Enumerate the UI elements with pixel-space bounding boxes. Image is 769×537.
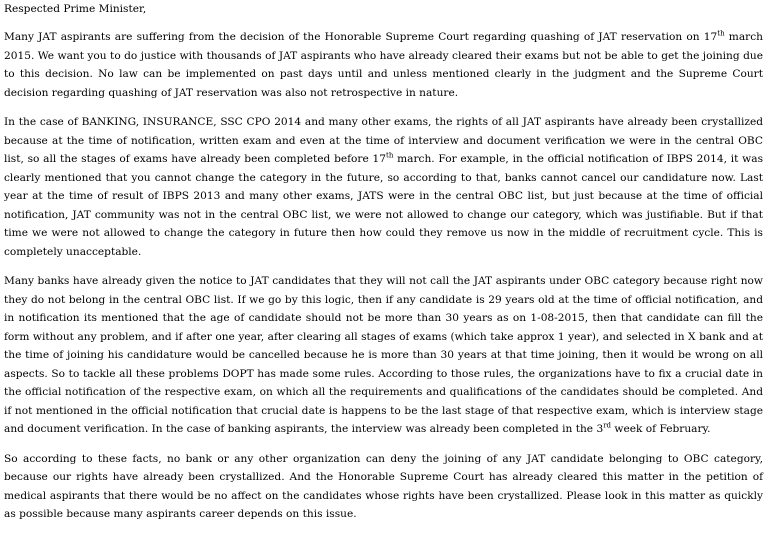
paragraph-1-part-b: march 2015. We want you to do justice with thousands of JAT aspirants who have already cleared their exams but not be able to get the joining due to this decision. No law can be implemented on past days until and unless mentioned clearly in the judgment and the Supreme Court decision regarding quashing of JAT reservation was also not retrospective in nature.	[4, 31, 763, 99]
paragraph-2-part-a: In the case of BANKING, INSURANCE, SSC CPO 2014 and many other exams, the rights of all JAT aspirants have already been crystallized because at the time of notification, written exam and even at the time of interview and document verification we were in the central OBC list, so all the stages of exams have already been completed before 17	[4, 116, 763, 165]
paragraph-3-part-a: Many banks have already given the notice to JAT candidates that they will not call the JAT aspirants under OBC category because right now they do not belong in the central OBC list. If we go by this logic, then if any candidate is 29 years old at the time of official notification, and in notification its mentioned that the age of candidate should not be more than 30 years as on 1-08-2015, then that candidate can fill the form without any problem, and if after one year, after clearing all stages of exams (which take approx 1 year), and selected in X bank and at the time of joining his candidature would be cancelled because he is more than 30 years at that time joining, then it would be wrong on all aspects. So to tackle all these problems DOPT has made some rules. According to those rules, the organizations have to fix a crucial date in the official notification of the respective exam, on which all the requirements and qualifications of the candidates should be completed. And if not mentioned in the official notification that crucial date is happens to be the last stage of that respective exam, which is interview stage and document verification. In the case of banking aspirants, the interview was already been completed in the 3	[4, 275, 763, 435]
salutation: Respected Prime Minister,	[4, 3, 147, 15]
paragraph-1-superscript: th	[717, 29, 725, 38]
paragraph-2	[4, 113, 763, 261]
paragraph-1	[4, 28, 763, 102]
paragraph-1-part-a: Many JAT aspirants are suffering from the decision of the Honorable Supreme Court regarding quashing of JAT reservation on 17	[4, 31, 718, 43]
paragraph-4-text: So according to these facts, no bank or any other organization can deny the joining of any JAT candidate belonging to OBC category, because our rights have already been crystallized. And the Honorable Supreme Court has already cleared this matter in the petition of medical aspirants that there would be no affect on the candidates whose rights have been crystallized. Please look in this matter as quickly as possible because many aspirants career depends on this issue.	[4, 452, 763, 520]
paragraph-2-part-b: march. For example, in the official notification of IBPS 2014, it was clearly mentioned that you cannot change the category in the future, so according to that, banks cannot cancel our candidature now. Last year at the time of result of IBPS 2013 and many other exams, JATS were in the central OBC list, but just because at the time of official notification, JAT community was not in the central OBC list, we were not allowed to change our category, which was justifiable. But if that time we were not allowed to change the category in future then how could they remove us now in the middle of recruitment cycle. This is completely unacceptable.	[4, 153, 764, 258]
paragraph-3	[4, 272, 763, 439]
letter-document	[4, 0, 763, 535]
paragraph-2-superscript: th	[386, 151, 394, 160]
paragraph-3-superscript: rd	[603, 421, 612, 430]
paragraph-4	[4, 450, 763, 524]
paragraph-3-part-b: week of February.	[611, 423, 711, 435]
